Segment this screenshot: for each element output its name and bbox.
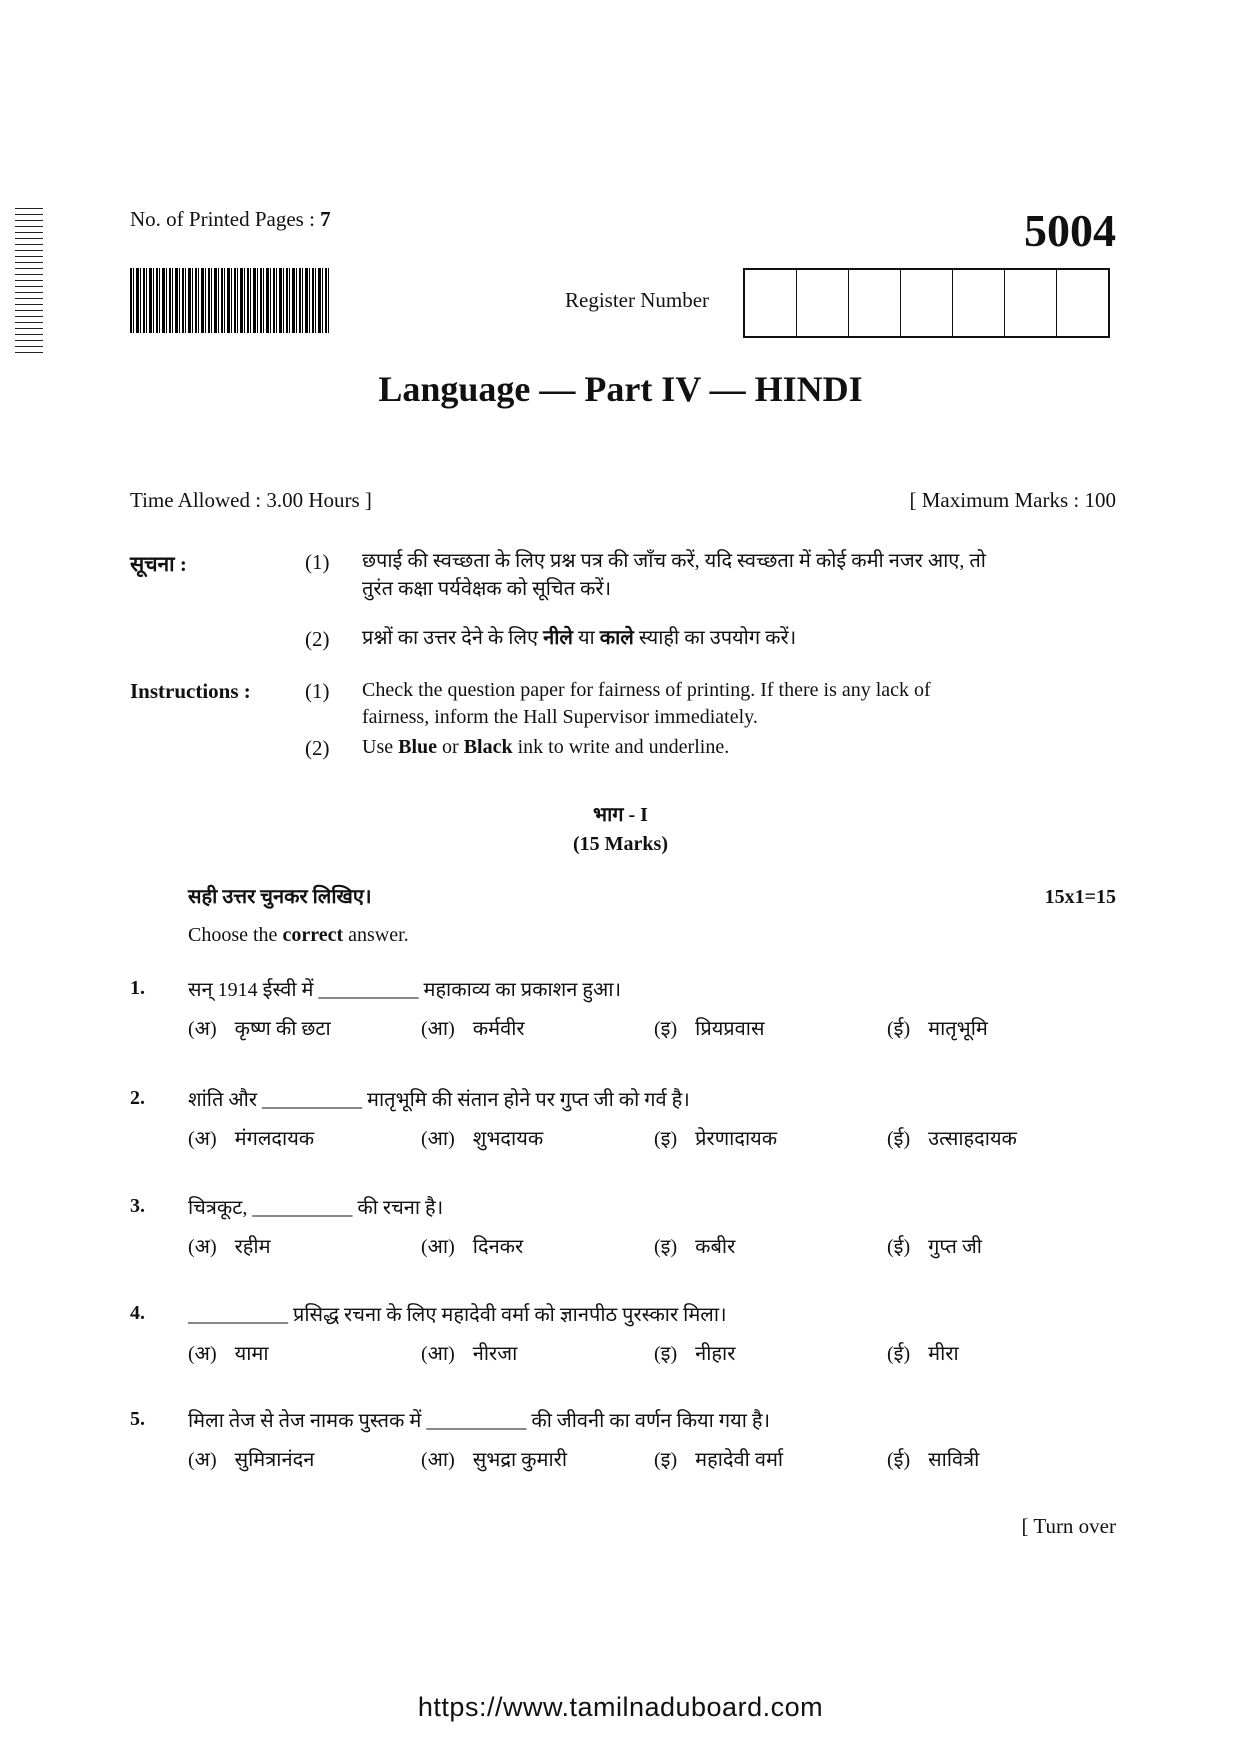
register-digit-box[interactable] xyxy=(1004,270,1056,336)
option-text: नीरजा xyxy=(472,1343,518,1365)
margin-tick-marks xyxy=(15,208,43,356)
question-number: 2. xyxy=(130,1087,145,1109)
instructions-item-num: (1) xyxy=(305,679,330,703)
option-text: मातृभूमि xyxy=(928,1018,988,1040)
option-text: नीहार xyxy=(695,1343,736,1365)
instructions-label: Instructions : xyxy=(130,679,251,703)
question-options xyxy=(188,1014,1120,1041)
time-allowed: Time Allowed : 3.00 Hours ] xyxy=(130,488,372,512)
option-marker: (आ) xyxy=(421,1236,455,1258)
option-text: मीरा xyxy=(928,1343,959,1365)
option-marker: (इ) xyxy=(654,1128,678,1150)
option-text: रहीम xyxy=(234,1236,271,1258)
option[interactable] xyxy=(887,1339,1120,1366)
question-text: मिला तेज से तेज नामक पुस्तक में __________ की जीवनी का वर्णन किया गया है। xyxy=(188,1410,771,1432)
instructions-text: or xyxy=(437,736,464,758)
option[interactable] xyxy=(654,1339,887,1366)
question-number: 4. xyxy=(130,1302,145,1324)
suchana-bold-black: काले xyxy=(599,627,634,649)
option-text: गुप्त जी xyxy=(928,1236,982,1258)
footer-url[interactable]: https://www.tamilnaduboard.com xyxy=(417,1692,824,1722)
option[interactable] xyxy=(188,1124,421,1151)
suchana-item-1-line1: छपाई की स्वच्छता के लिए प्रश्न पत्र की जाँच करें, यदि स्वच्छता में कोई कमी नजर आए, तो xyxy=(362,550,986,572)
question-number: 1. xyxy=(130,977,145,999)
suchana-bold-blue: नीले xyxy=(543,627,573,649)
option-text: उत्साहदायक xyxy=(928,1128,1017,1150)
option-marker: (आ) xyxy=(421,1343,455,1365)
option[interactable] xyxy=(654,1445,887,1472)
instruction-text: Choose the xyxy=(188,924,283,946)
option[interactable] xyxy=(654,1014,887,1041)
suchana-label: सूचना : xyxy=(130,552,187,576)
register-digit-box[interactable] xyxy=(796,270,848,336)
option-marker: (अ) xyxy=(188,1018,217,1040)
printed-pages xyxy=(130,207,331,232)
question-options xyxy=(188,1339,1120,1366)
instructions-item-1-line2: fairness, inform the Hall Supervisor immediately. xyxy=(362,706,758,728)
option[interactable] xyxy=(654,1124,887,1151)
instruction-text: answer. xyxy=(343,924,409,946)
option-marker: (आ) xyxy=(421,1128,455,1150)
instructions-bold-blue: Blue xyxy=(398,736,438,758)
instructions-item-1-line1: Check the question paper for fairness of printing. If there is any lack of xyxy=(362,679,931,701)
option[interactable] xyxy=(421,1014,654,1041)
instructions-text: ink to write and underline. xyxy=(512,736,730,758)
printed-pages-label: No. of Printed Pages : xyxy=(130,207,321,231)
option-marker: (ई) xyxy=(887,1343,911,1365)
register-digit-box[interactable] xyxy=(848,270,900,336)
option-text: प्रियप्रवास xyxy=(695,1018,765,1040)
option-marker: (अ) xyxy=(188,1236,217,1258)
instructions-item-num: (2) xyxy=(305,736,330,760)
instruction-bold: correct xyxy=(282,924,344,946)
option-marker: (ई) xyxy=(887,1128,911,1150)
register-digit-box[interactable] xyxy=(900,270,952,336)
option[interactable] xyxy=(887,1124,1120,1151)
suchana-text: या xyxy=(572,627,600,649)
option[interactable] xyxy=(188,1232,421,1259)
question-text: शांति और __________ मातृभूमि की संतान होने पर गुप्त जी को गर्व है। xyxy=(188,1089,690,1111)
option-text: सुमित्रानंदन xyxy=(234,1449,315,1471)
instructions-bold-black: Black xyxy=(463,736,513,758)
option[interactable] xyxy=(654,1232,887,1259)
paper-title: Language — Part IV — HINDI xyxy=(378,369,863,409)
register-number-boxes[interactable] xyxy=(743,268,1110,338)
option-text: कृष्ण की छटा xyxy=(234,1018,331,1040)
instructions-item-2 xyxy=(362,734,729,761)
turn-over: [ Turn over xyxy=(1021,1514,1116,1538)
option-marker: (ई) xyxy=(887,1018,911,1040)
option-marker: (ई) xyxy=(887,1236,911,1258)
question-options xyxy=(188,1445,1120,1472)
question-options xyxy=(188,1124,1120,1151)
option[interactable] xyxy=(421,1124,654,1151)
suchana-item-2 xyxy=(362,625,796,652)
suchana-item-num: (1) xyxy=(305,550,330,574)
section-marks: (15 Marks) xyxy=(573,833,668,855)
paper-code: 5004 xyxy=(1024,205,1116,256)
suchana-item-1-line2: तुरंत कक्षा पर्यवेक्षक को सूचित करें। xyxy=(362,578,612,600)
section-title: भाग - I xyxy=(593,804,648,826)
question-options xyxy=(188,1232,1120,1259)
register-number-label: Register Number xyxy=(565,288,710,312)
question-number: 3. xyxy=(130,1195,145,1217)
option-marker: (इ) xyxy=(654,1236,678,1258)
barcode xyxy=(130,268,330,333)
option[interactable] xyxy=(188,1014,421,1041)
option[interactable] xyxy=(421,1232,654,1259)
option-text: यामा xyxy=(234,1343,269,1365)
option-marker: (अ) xyxy=(188,1449,217,1471)
question-text: चित्रकूट, __________ की रचना है। xyxy=(188,1197,444,1219)
instruction-hindi: सही उत्तर चुनकर लिखिए। xyxy=(188,886,372,908)
marks-scheme: 15x1=15 xyxy=(1044,886,1116,908)
option-text: सावित्री xyxy=(928,1449,980,1471)
option-marker: (इ) xyxy=(654,1449,678,1471)
option[interactable] xyxy=(421,1445,654,1472)
question-text: __________ प्रसिद्ध रचना के लिए महादेवी वर्मा को ज्ञानपीठ पुरस्कार मिला। xyxy=(188,1304,727,1326)
option-marker: (आ) xyxy=(421,1449,455,1471)
instructions-text: Use xyxy=(362,736,399,758)
option[interactable] xyxy=(887,1014,1120,1041)
register-digit-box[interactable] xyxy=(745,270,796,336)
option-marker: (इ) xyxy=(654,1018,678,1040)
option-text: शुभदायक xyxy=(472,1128,544,1150)
option[interactable] xyxy=(188,1339,421,1366)
register-digit-box[interactable] xyxy=(952,270,1004,336)
register-digit-box[interactable] xyxy=(1056,270,1108,336)
instruction-english xyxy=(188,922,409,949)
option-text: कबीर xyxy=(695,1236,736,1258)
option-text: सुभद्रा कुमारी xyxy=(472,1449,568,1471)
option-text: महादेवी वर्मा xyxy=(695,1449,784,1471)
option-text: कर्मवीर xyxy=(472,1018,525,1040)
option[interactable] xyxy=(887,1445,1120,1472)
suchana-item-num: (2) xyxy=(305,627,330,651)
option-marker: (अ) xyxy=(188,1343,217,1365)
suchana-text: स्याही का उपयोग करें। xyxy=(633,627,797,649)
option[interactable] xyxy=(188,1445,421,1472)
question-text: सन् 1914 ईस्वी में __________ महाकाव्य का प्रकाशन हुआ। xyxy=(188,979,622,1001)
option-marker: (आ) xyxy=(421,1018,455,1040)
option-text: प्रेरणादायक xyxy=(695,1128,778,1150)
option-marker: (ई) xyxy=(887,1449,911,1471)
option-marker: (इ) xyxy=(654,1343,678,1365)
suchana-text: प्रश्नों का उत्तर देने के लिए xyxy=(362,627,544,649)
maximum-marks: [ Maximum Marks : 100 xyxy=(909,488,1116,512)
option-marker: (अ) xyxy=(188,1128,217,1150)
question-number: 5. xyxy=(130,1408,145,1430)
option-text: दिनकर xyxy=(472,1236,524,1258)
option-text: मंगलदायक xyxy=(234,1128,315,1150)
option[interactable] xyxy=(887,1232,1120,1259)
printed-pages-value: 7 xyxy=(320,207,331,231)
option[interactable] xyxy=(421,1339,654,1366)
